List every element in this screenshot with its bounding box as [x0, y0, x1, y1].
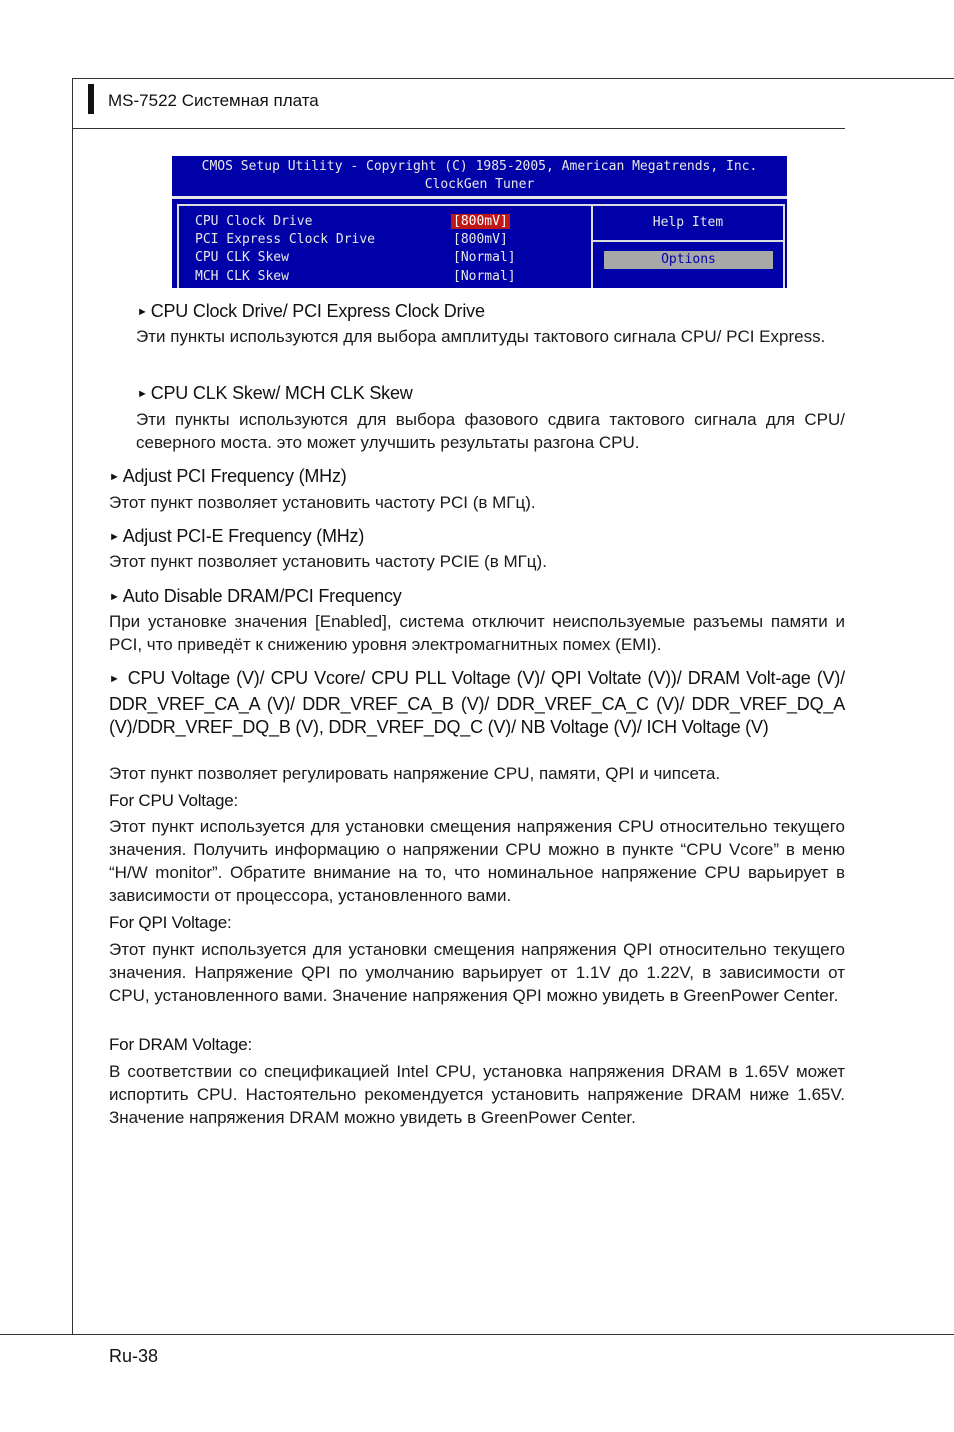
- section-text: Эти пункты используются для выбора амплитуды тактового сигнала CPU/ PCI Express.: [136, 327, 826, 346]
- subsection-text: В соответствии со спецификацией Intel CPU, установка напряжения DRAM в 1.65V может испортить CPU. Настоятельно рекомендуется установить напряжение DRAM ниже 1.65V. Значение напряжения DRAM можно увидеть в GreenPower Center.: [109, 1062, 845, 1127]
- section-text: При установке значения [Enabled], система отключит неиспользуемые разъемы памяти и PCI, что приведёт к снижению уровня электромагнитных помех (EMI).: [109, 612, 845, 654]
- bios-row-label: CPU Clock Drive: [195, 214, 313, 229]
- bios-title: CMOS Setup Utility - Copyright (C) 1985-2005, American Megatrends, Inc.: [201, 159, 758, 174]
- header-divider: [72, 128, 845, 129]
- page-frame-top: [72, 78, 954, 79]
- bios-options-label: Options: [604, 251, 773, 269]
- subsection-title: For QPI Voltage:: [109, 913, 232, 932]
- bios-row-label: PCI Express Clock Drive: [195, 232, 376, 247]
- bios-row-value[interactable]: [Normal]: [453, 269, 516, 284]
- section-title: Adjust PCI Frequency (MHz): [122, 466, 347, 486]
- section-title: CPU Clock Drive/ PCI Express Clock Drive: [150, 301, 485, 321]
- subsection-text: Этот пункт используется для установки смещения напряжения QPI относительно текущего значения. Напряжение QPI по умолчанию варьирует от 1.1V до 1.22V, в зависимости от CPU, установленного вами. Значение напряжения QPI можно увидеть в GreenPower Center.: [109, 940, 845, 1005]
- triangle-bullet-icon: ►: [109, 673, 120, 685]
- bios-help-divider: [591, 240, 785, 242]
- section-heading: [109, 526, 364, 547]
- triangle-bullet-icon: ►: [137, 388, 148, 400]
- bios-screenshot: [172, 156, 787, 288]
- bios-separator: [172, 196, 787, 199]
- footer-divider: [0, 1334, 954, 1335]
- section-title: CPU CLK Skew/ MCH CLK Skew: [150, 383, 413, 403]
- section-heading: [109, 586, 402, 607]
- section-heading: [109, 667, 845, 739]
- triangle-bullet-icon: ►: [137, 306, 148, 318]
- section-text: Эти пункты используются для выбора фазового сдвига тактового сигнала для CPU/ северного моста. это может улучшить результаты разгона CPU.: [136, 410, 845, 452]
- subsection-text: Этот пункт используется для установки смещения напряжения CPU относительно текущего значения. Получить информацию о напряжении CPU можно в пункте “CPU Vcore” в меню “H/W monitor”. Обратите внимание на то, что номинальное напряжение CPU варьирует в зависимости от процессора, установленного вами.: [109, 817, 845, 905]
- bios-help-title: Help Item: [652, 215, 724, 230]
- section-title: Auto Disable DRAM/PCI Frequency: [122, 586, 402, 606]
- section-title: Adjust PCI-E Frequency (MHz): [122, 526, 365, 546]
- bios-row-label: MCH CLK Skew: [195, 269, 289, 284]
- bios-row-label: CPU CLK Skew: [195, 250, 289, 265]
- header-marker: [88, 84, 94, 114]
- section-heading: [137, 301, 485, 322]
- section-heading: [109, 466, 347, 487]
- bios-row-value[interactable]: [800mV]: [453, 232, 508, 247]
- page-number: Ru-38: [109, 1346, 159, 1366]
- subsection-title: For DRAM Voltage:: [109, 1035, 253, 1054]
- section-text: Этот пункт позволяет установить частоту PCI (в МГц).: [109, 493, 536, 512]
- bios-row-value[interactable]: [800mV]: [453, 214, 508, 229]
- triangle-bullet-icon: ►: [109, 531, 120, 543]
- section-heading: [137, 383, 413, 404]
- section-text: Этот пункт позволяет установить частоту PCIE (в МГц).: [109, 552, 547, 571]
- page-header-title: MS-7522 Системная плата: [108, 91, 319, 110]
- triangle-bullet-icon: ►: [109, 591, 120, 603]
- section-title: CPU Voltage (V)/ CPU Vcore/ CPU PLL Voltage (V)/ QPI Voltate (V))/ DRAM Volt-age (V)/ DDR_VREF_CA_A (V)/ DDR_VREF_CA_B (V)/ DDR_VREF_CA_C (V)/ DDR_VREF_DQ_A (V)/DDR_VREF_DQ_B (V), DDR_VREF_DQ_C (V)/ NB Voltage (V)/ ICH Voltage (V): [109, 668, 845, 737]
- subsection-title: For CPU Voltage:: [109, 791, 239, 810]
- triangle-bullet-icon: ►: [109, 471, 120, 483]
- page-frame-left: [72, 78, 73, 1335]
- bios-row-value[interactable]: [Normal]: [453, 250, 516, 265]
- section-text: Этот пункт позволяет регулировать напряжение CPU, памяти, QPI и чипсета.: [109, 764, 721, 783]
- bios-subtitle: ClockGen Tuner: [424, 177, 535, 192]
